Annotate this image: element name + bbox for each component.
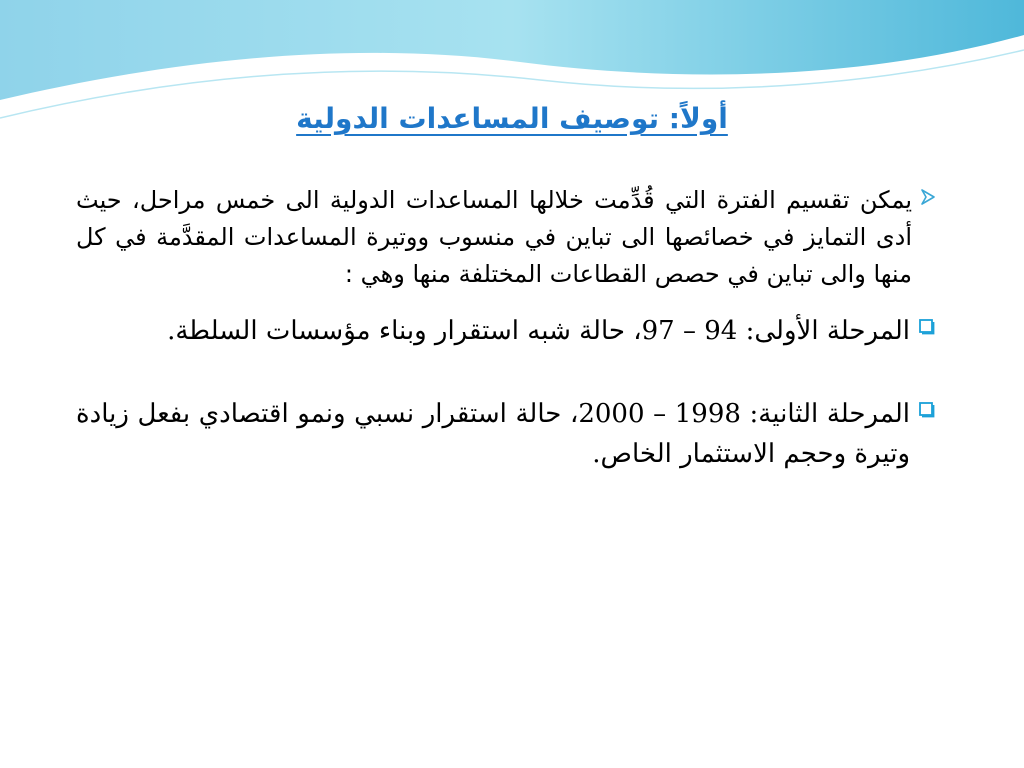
- square-bullet-icon: [918, 401, 936, 419]
- bullet-text: المرحلة الثانية: 1998 – 2000، حالة استقرار نسبي ونمو اقتصادي بفعل زيادة وتيرة وحجم الاستثمار الخاص.: [76, 399, 910, 469]
- slide-body: [76, 182, 936, 474]
- bullet-item: [76, 182, 936, 293]
- bullet-item: [76, 394, 936, 474]
- bullet-text: يمكن تقسيم الفترة التي قُدِّمت خلالها المساعدات الدولية الى خمس مراحل، حيث أدى التمايز في خصائصها الى تباين في منسوب ووتيرة المساعدات المقدَّمة في كل منها والى تباين في حصص القطاعات المختلفة منها وهي :: [76, 186, 912, 288]
- slide-title: أولاً: توصيف المساعدات الدولية: [296, 102, 728, 135]
- square-bullet-icon: [918, 318, 936, 336]
- bullet-item: [76, 311, 936, 351]
- arrow-bullet-icon: [920, 189, 936, 205]
- bullet-text: المرحلة الأولى: 94 – 97، حالة شبه استقرار وبناء مؤسسات السلطة.: [167, 316, 910, 346]
